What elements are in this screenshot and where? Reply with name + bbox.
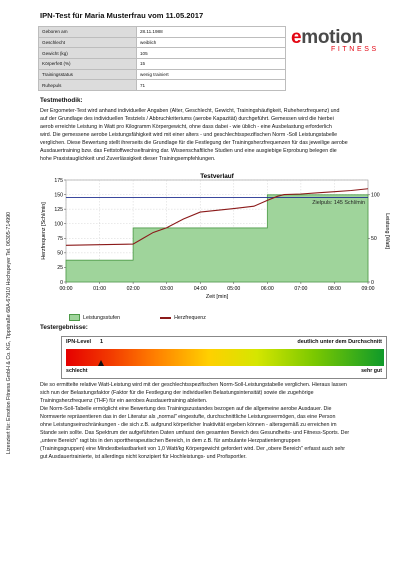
profile-row	[39, 80, 286, 91]
scale-label-high: sehr gut	[361, 368, 382, 374]
profile-value: 71	[137, 80, 286, 91]
profile-row	[39, 27, 286, 38]
license-text: Lizenziert für: Emotion Fitness GmbH & Co. KG, Tippstraße 68A-67910 Hochspeyer Tel. 06305-714990	[6, 211, 12, 455]
text-line: auf der Grundlage des individuellen Testziels / Abbruchkriteriums (aerobe Kapazität) durchgeführt. Gemessen wird die hierbei	[40, 116, 334, 122]
text-line: „untere Bereich" ragt bis in den sporttherapeutischen Bereich, in dem z.B. für ambulante Herzpatientengruppen	[40, 438, 301, 444]
text-line: ohne Leistungseinschränkungen - die sich z.B. aufgrund körperlicher Inaktivität ergeben können - altersgemäß zu erreichen im	[40, 422, 337, 428]
text-line: hohe Praxistauglichkeit und Zuverlässigkeit dieser Trainingsempfehlungen.	[40, 156, 216, 162]
text-line: verglichen. Diese Bewertung stellt ihrerseits die Grundlage für die Festlegung der Trainingsherzfrequenzen für das jeweilige aerobe	[40, 140, 348, 146]
profile-key: Geboren am	[39, 27, 137, 38]
text-line: Normwerte repräsentieren das in der Literatur als „normal" eingestufte, durchschnittliche Leistungsvermögen, das eine Person	[40, 414, 336, 420]
x-tick-label: 03:00	[160, 286, 174, 292]
y-left-tick-label: 25	[57, 265, 63, 272]
text-line: Stande sein sollte. Das Spektrum der aufgeführten Daten umfasst den gesamten Bereich des Gesundheits- und Fitness-Sports. Der	[40, 430, 350, 436]
y-left-tick-label: 50	[57, 250, 63, 257]
ipn-verdict: deutlich unter dem Durchschnitt	[297, 339, 382, 345]
logo-subtitle: FITNESS	[331, 46, 379, 53]
x-tick-label: 01:00	[93, 286, 107, 292]
x-tick-label: 09:00	[361, 286, 375, 292]
x-tick-label: 00:00	[59, 286, 73, 292]
profile-value: 15	[137, 59, 286, 70]
profile-value: wenig trainiert	[137, 69, 286, 80]
x-tick-label: 04:00	[193, 286, 207, 292]
scale-label-low: schlecht	[66, 368, 88, 374]
profile-key: Gewicht (kg)	[39, 48, 137, 59]
y-left-tick-label: 175	[54, 177, 63, 184]
y-left-tick-label: 0	[60, 279, 63, 286]
x-tick-label: 05:00	[227, 286, 241, 292]
legend-swatch-leistungsstufen	[69, 314, 80, 321]
legend-label-leistungsstufen: Leistungsstufen	[83, 314, 121, 321]
text-line: gut Ausdauertrainierte, ist allerdings nicht konzipiert für Hochleistungs- und Profisportler.	[40, 454, 247, 460]
y-right-tick-label: 100	[371, 192, 380, 199]
y-left-tick-label: 75	[57, 236, 63, 243]
text-line: Die Norm-Soll-Tabelle ermöglicht eine Bewertung des Trainingszustandes bezogen auf die allgemeine aerobe Ausdauer. Die	[40, 406, 332, 412]
y-left-axis-label: Herzfrequenz [Schl/min]	[41, 202, 47, 260]
ipn-level-panel	[61, 336, 387, 379]
results-text	[40, 381, 392, 461]
legend-swatch-herzfrequenz	[160, 317, 171, 319]
report-title: IPN-Test für Maria Musterfrau vom 11.05.2017	[40, 11, 204, 20]
profile-row	[39, 59, 286, 70]
profile-value: 28.11.1988	[137, 27, 286, 38]
y-left-tick-label: 125	[54, 206, 63, 213]
x-axis-label: Zeit [min]	[205, 294, 229, 300]
ipn-marker-icon	[98, 360, 104, 366]
profile-key: Trainingsstatus	[39, 69, 137, 80]
profile-key: Ruhepuls	[39, 80, 137, 91]
emotion-fitness-logo	[291, 28, 387, 68]
chart-legend	[69, 314, 206, 321]
profile-value: weiblich	[137, 37, 286, 48]
testverlauf-chart	[36, 172, 390, 310]
methodik-text	[40, 107, 392, 163]
profile-table	[38, 26, 286, 91]
results-heading: Testergebnisse:	[40, 324, 88, 331]
profile-row	[39, 37, 286, 48]
profile-row	[39, 69, 286, 80]
zielpuls-label: Zielpuls: 145 Schl/min	[312, 199, 365, 206]
legend-label-herzfrequenz: Herzfrequenz	[174, 314, 206, 321]
y-right-axis-label: Leistung [Watt]	[384, 213, 390, 249]
profile-key: Geschlecht	[39, 37, 137, 48]
x-tick-label: 07:00	[294, 286, 308, 292]
license-sidebar	[3, 118, 15, 548]
y-right-tick-label: 0	[371, 279, 374, 286]
y-left-tick-label: 150	[54, 192, 63, 199]
x-tick-label: 06:00	[260, 286, 274, 292]
y-right-tick-label: 50	[371, 236, 377, 243]
methodik-heading: Testmethodik:	[40, 97, 83, 104]
text-line: aerob erreichte Leistung in Watt pro Kilogramm Körpergewicht, ohne dass dabei - wie üblich - eine Ausbelastung erforderlich	[40, 124, 332, 130]
profile-value: 105	[137, 48, 286, 59]
ipn-level-value: 1	[100, 339, 104, 345]
text-line: Ausdauertraining bzw. das Fettstoffwechseltraining dar. Wissenschaftliche Studien und eine ausgiebige Erprobung belegen die	[40, 148, 337, 154]
text-line: wird. Die gemessene aerobe Leistungsfähigkeit wird mit einer alters - und geschlechtsspezifischen Norm -Soll Leistungstabelle	[40, 132, 338, 138]
text-line: Die so ermittelte relative Watt-Leistung wird mit der geschlechtsspezifischen Norm-Soll-Leistungstabelle verglichen. Hieraus lassen	[40, 382, 347, 388]
ipn-level-label: IPN-Level	[66, 339, 92, 345]
text-line: Der Ergometer-Test wird anhand individueller Angaben (Alter, Geschlecht, Gewicht, Trainingshäufigkeit, Ruheherzfrequenz) und	[40, 108, 340, 114]
text-line: (Trainingsgruppen) eine Mindestbelastbarkeit von 1,0 Watt/kg Körpergewicht gefordert wird. Der „obere Bereich" erfasst auch sehr	[40, 446, 346, 452]
profile-row	[39, 48, 286, 59]
text-line: sich nun der Belastungsfaktor (Faktor für die Festlegung der individuellen Belastungsintensität) sowie die zugehörige	[40, 390, 314, 396]
logo-wordmark: emotion	[291, 27, 363, 48]
chart-title: Testverlauf	[200, 173, 234, 180]
text-line: Trainingsherzfrequenz (THF) für ein aerobes Ausdauertraining ableiten.	[40, 398, 208, 404]
x-tick-label: 02:00	[126, 286, 140, 292]
ipn-gradient-bar	[66, 349, 384, 366]
chart-canvas	[36, 172, 390, 310]
y-left-tick-label: 100	[54, 221, 63, 228]
x-tick-label: 08:00	[327, 286, 341, 292]
profile-key: Körperfett (%)	[39, 59, 137, 70]
